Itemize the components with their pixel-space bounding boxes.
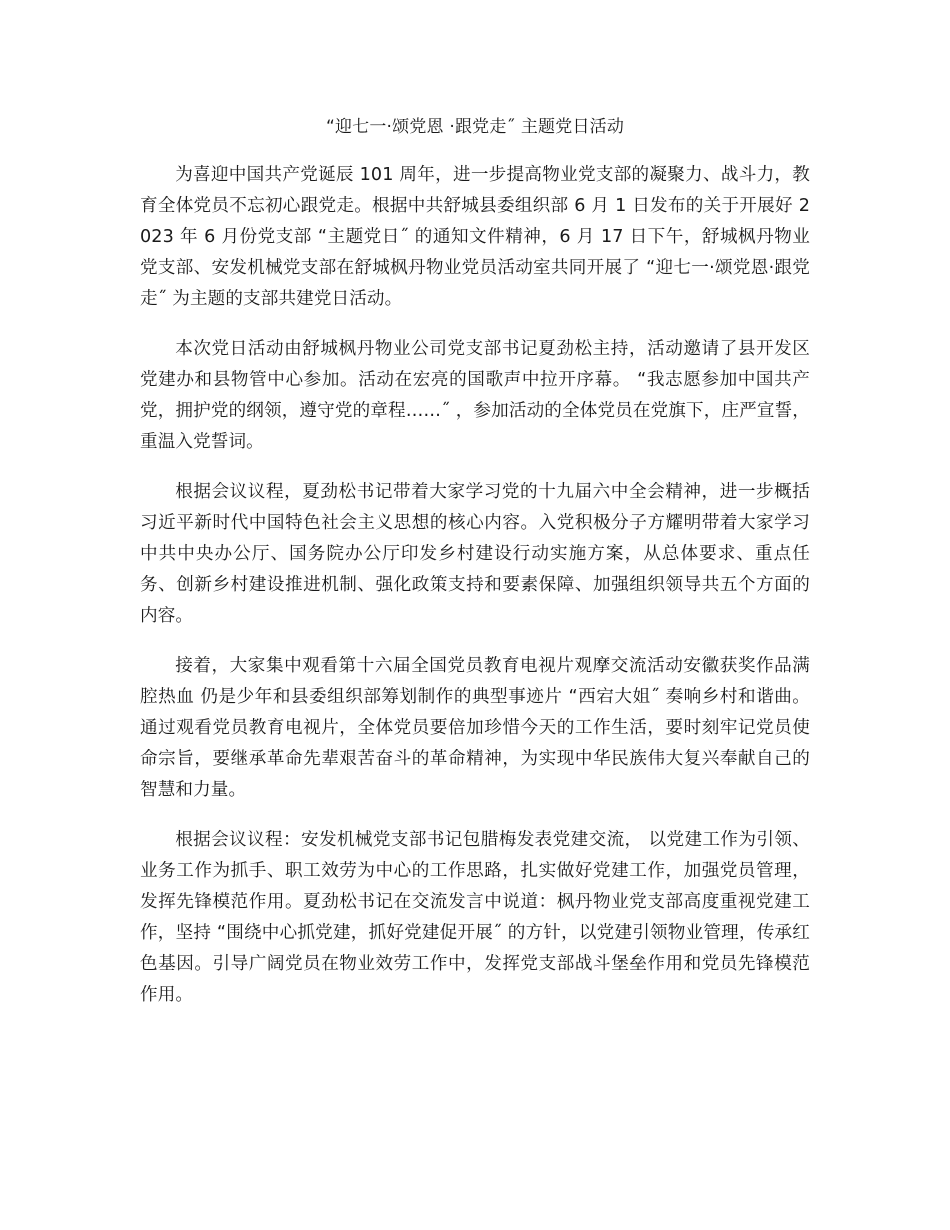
- paragraph-4: 接着，大家集中观看第十六届全国党员教育电视片观摩交流活动安徽获奖作品满腔热血 仍是少年和县委组织部筹划制作的典型事迹片 “西宕大姐˝ 奏响乡村和谐曲。通过观看党员教育电视片，全体党员要倍加珍惜今天的工作生活，要时刻牢记党员使命宗旨，要继承革命先辈艰苦奋斗的革命精神，为实现中华民族伟大复兴奉献自己的智慧和力量。: [140, 656, 810, 800]
- paragraph-3: 根据会议议程，夏劲松书记带着大家学习党的十九届六中全会精神，进一步概括习近平新时代中国特色社会主义思想的核心内容。入党积极分子方耀明带着大家学习中共中央办公厅、国务院办公厅印发乡村建设行动实施方案，从总体要求、重点任务、创新乡村建设推进机制、强化政策支持和要素保障、加强组织领导共五个方面的内容。: [140, 482, 810, 626]
- paragraph-1: 为喜迎中国共产党诞辰 101 周年，进一步提高物业党支部的凝聚力、战斗力，教育全体党员不忘初心跟党走。根据中共舒城县委组织部 6 月 1 日发布的关于开展好 2023 年 6 月份党支部 “主题党日˝ 的通知文件精神，6 月 17 日下午，舒城枫丹物业党支部、安发机械党支部在舒城枫丹物业党员活动室共同开展了 “迎七一·颂党恩·跟党走˝ 为主题的支部共建党日活动。: [140, 165, 810, 309]
- document-body: [140, 160, 810, 1030]
- document-title: “迎七一·颂党恩 ·跟党走˝ 主题党日活动: [325, 117, 625, 137]
- paragraph-2: 本次党日活动由舒城枫丹物业公司党支部书记夏劲松主持，活动邀请了县开发区党建办和县物管中心参加。活动在宏亮的国歌声中拉开序幕。 “我志愿参加中国共产党，拥护党的纲领，遵守党的章程……˝ ，参加活动的全体党员在党旗下，庄严宣誓，重温入党誓词。: [140, 339, 810, 452]
- paragraph-5: 根据会议议程：安发机械党支部书记包腊梅发表党建交流， 以党建工作为引领、业务工作为抓手、职工效劳为中心的工作思路，扎实做好党建工作，加强党员管理，发挥先锋模范作用。夏劲松书记在交流发言中说道：枫丹物业党支部高度重视党建工作，坚持 “围绕中心抓党建，抓好党建促开展˝ 的方针，以党建引领物业管理，传承红色基因。引导广阔党员在物业效劳工作中，发挥党支部战斗堡垒作用和党员先锋模范作用。: [140, 830, 810, 1005]
